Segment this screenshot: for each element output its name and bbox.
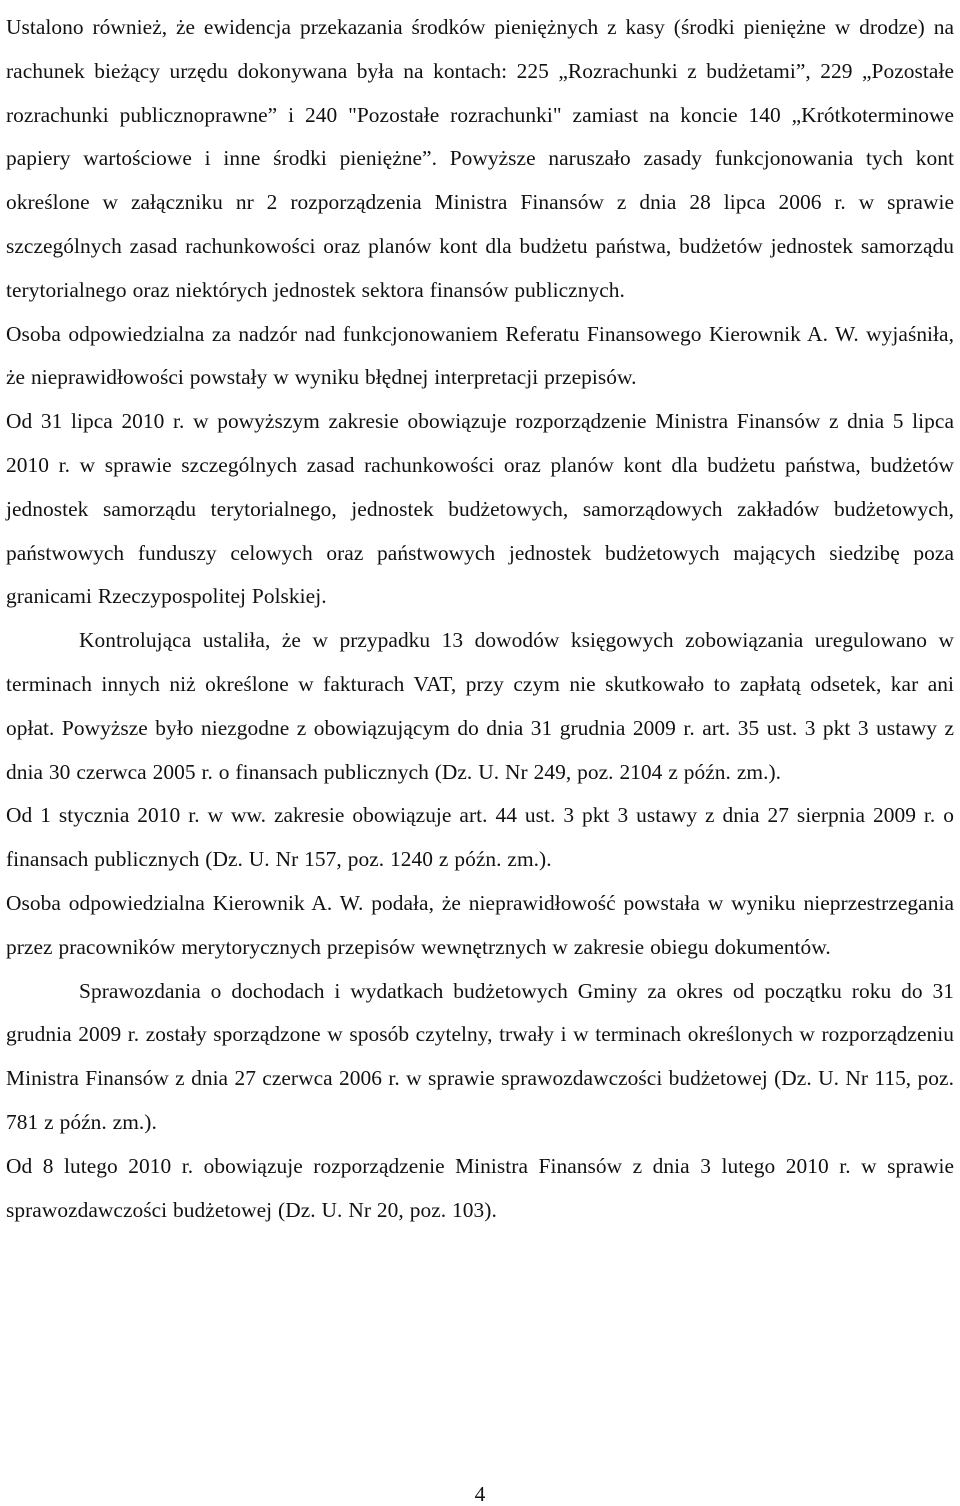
paragraph-sprawozdawczosc-2010: Od 8 lutego 2010 r. obowiązuje rozporządzenie Ministra Finansów z dnia 3 lutego 2010 r. w sprawie sprawozdawczości budżetowej (Dz. U. Nr 20, poz. 103). xyxy=(6,1153,954,1222)
page-number: 4 xyxy=(474,1482,486,1506)
paragraph-rozporzadzenie-2010: Od 31 lipca 2010 r. w powyższym zakresie obowiązuje rozporządzenie Ministra Finansów z dnia 5 lipca 2010 r. w sprawie szczególnych zasad rachunkowości oraz planów kont dla budżetu państwa, budżetów jednostek samorządu terytorialnego, jednostek budżetowych, samorządowych zakładów budżetowych, państwowych funduszy celowych oraz państwowych jednostek budżetowych mających siedzibę poza granicami Rzeczypospolitej Polskiej. xyxy=(6,409,954,609)
paragraph-osoba-odpowiedzialna-nadzor: Osoba odpowiedzialna za nadzór nad funkcjonowaniem Referatu Finansowego Kierownik A. W. wyjaśniła, że nieprawidłowości powstały w wyniku błędnej interpretacji przepisów. xyxy=(6,321,954,390)
paragraph-sprawozdania: Sprawozdania o dochodach i wydatkach budżetowych Gminy za okres od początku roku do 31 grudnia 2009 r. zostały sporządzone w sposób czytelny, trwały i w terminach określonych w rozporządzeniu Ministra Finansów z dnia 27 czerwca 2006 r. w sprawie sprawozdawczości budżetowej (Dz. U. Nr 115, poz. 781 z późn. zm.). xyxy=(6,978,954,1134)
paragraph-ustawa-2009: Od 1 stycznia 2010 r. w ww. zakresie obowiązuje art. 44 ust. 3 pkt 3 ustawy z dnia 27 sierpnia 2009 r. o finansach publicznych (Dz. U. Nr 157, poz. 1240 z późn. zm.). xyxy=(6,803,954,872)
document-page xyxy=(6,6,954,1232)
paragraph-ewidencja: Ustalono również, że ewidencja przekazania środków pieniężnych z kasy (środki pieniężne w drodze) na rachunek bieżący urzędu dokonywana była na kontach: 225 „Rozrachunki z budżetami”, 229 „Pozostałe rozrachunki publicznoprawne” i 240 "Pozostałe rozrachunki" zamiast na koncie 140 „Krótkoterminowe papiery wartościowe i inne środki pieniężne”. Powyższe naruszało zasady funkcjonowania tych kont określone w załączniku nr 2 rozporządzenia Ministra Finansów z dnia 28 lipca 2006 r. w sprawie szczególnych zasad rachunkowości oraz planów kont dla budżetu państwa, budżetów jednostek samorządu terytorialnego oraz niektórych jednostek sektora finansów publicznych. xyxy=(6,15,954,302)
paragraph-kontrolujaca-ustalila: Kontrolująca ustaliła, że w przypadku 13 dowodów księgowych zobowiązania uregulowano w terminach innych niż określone w fakturach VAT, przy czym nie skutkowało to zapłatą odsetek, kar ani opłat. Powyższe było niezgodne z obowiązującym do dnia 31 grudnia 2009 r. art. 35 ust. 3 pkt 3 ustawy z dnia 30 czerwca 2005 r. o finansach publicznych (Dz. U. Nr 249, poz. 2104 z późn. zm.). xyxy=(6,628,954,784)
paragraph-osoba-odpowiedzialna-kierownik: Osoba odpowiedzialna Kierownik A. W. podała, że nieprawidłowość powstała w wyniku nieprzestrzegania przez pracowników merytorycznych przepisów wewnętrznych w zakresie obiegu dokumentów. xyxy=(6,890,954,959)
